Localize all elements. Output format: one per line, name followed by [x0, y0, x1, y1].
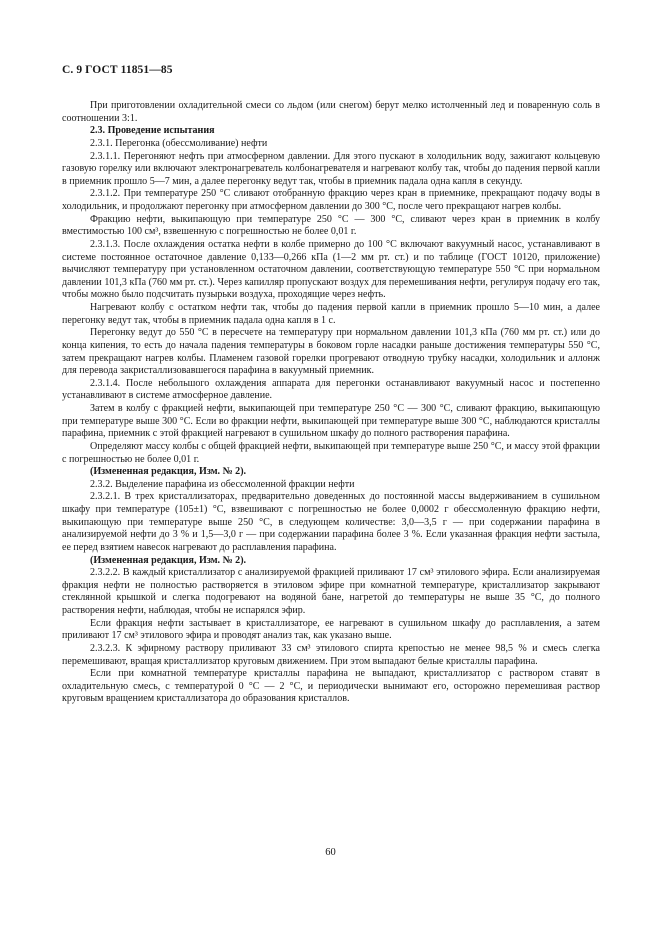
- page-number: 60: [325, 847, 336, 858]
- paragraph: 2.3.1. Перегонка (обессмоливание) нефти: [90, 137, 268, 149]
- section-heading: (Измененная редакция, Изм. № 2).: [90, 466, 247, 478]
- paragraph: Определяют массу колбы с общей фракцией нефти, выкипающей при температуре выше 250 °С, и массу этой фракции с погрешностью не более 0,01 г.: [62, 440, 600, 465]
- page-header: С. 9 ГОСТ 11851—85: [62, 64, 173, 76]
- paragraph: 2.3.1.2. При температуре 250 °С сливают отобранную фракцию через кран в приемнике, прекращают подачу воды в холодильник, и продолжают перегонку при атмосферном давлении до 300 °С, после чего прекращают нагрев колбы.: [62, 188, 600, 212]
- section-heading: 2.3. Проведение испытания: [90, 125, 215, 137]
- paragraph: При приготовлении охладительной смеси со льдом (или снегом) берут мелко истолченный лед и поваренную соль в соотношении 3:1.: [62, 100, 600, 124]
- paragraph: 2.3.2. Выделение парафина из обессмоленной фракции нефти: [90, 478, 355, 490]
- paragraph: 2.3.1.3. После охлаждения остатка нефти в колбе примерно до 100 °С включают вакуумный насос, устанавливают в системе постоянное остаточное давление 0,133—0,266 кПа (1—2 мм рт. ст.) и по таблице (ГОСТ 10120, приложение) вычисляют температуру при установленном остаточном давлении, соответствующую температуре 550 °С при нормальном давлении 101,3 кПа (760 мм рт. ст.). Через капилляр пропускают воздух для перемешивания нефти, регулируя подачу его так, чтобы можно было подсчитать пузырьки воздуха, проходящие через нефть.: [62, 238, 600, 301]
- paragraph: 2.3.1.1. Перегоняют нефть при атмосферном давлении. Для этого пускают в холодильник воду, зажигают кольцевую газовую горелку или включают электронагреватель колбонагревателя и нагревают колбу так, чтобы до падения первой капли в приемник прошло 5—7 мин, а далее перегонку ведут так, чтобы в приемник падала одна капля в секунду.: [62, 150, 600, 187]
- section-heading: (Измененная редакция, Изм. № 2).: [90, 554, 247, 566]
- paragraph: 2.3.2.1. В трех кристаллизаторах, предварительно доведенных до постоянной массы выдерживанием в сушильном шкафу при температуре (105±1) °С, взвешивают с погрешностью не более 0,0002 г обессмоленную фракцию нефти, выкипающую при температуре выше 250 °С, в следующем количестве: 3,0—3,5 г — при содержании парафина в анализируемой нефти до 3 % и 1,5—3,0 г — при содержании парафина более 3 %. Если указанная фракция нефти застыла, ее перед взятием навесок нагревают до расплавления парафина.: [62, 491, 600, 553]
- paragraph: Фракцию нефти, выкипающую при температуре 250 °С — 300 °С, сливают через кран в приемник в колбу вместимостью 100 см³, взвешенную с погрешностью не более 0,01 г.: [62, 213, 600, 238]
- paragraph: Если при комнатной температуре кристаллы парафина не выпадают, кристаллизатор с раствором ставят в охладительную смесь, с температурой 0 °С — 2 °С, и периодически вынимают его, осторожно перемешивая раствор круговым вращением кристаллизатора до образования кристаллов.: [62, 668, 600, 705]
- paragraph: Перегонку ведут до 550 °С в пересчете на температуру при нормальном давлении 101,3 кПа (760 мм рт. ст.) или до конца кипения, то есть до начала падения температуры в боковом горле насадки раньше достижения температуры 550 °С, затем прекращают нагрев колбы. Пламенем газовой горелки прогревают отводную трубку насадки, холодильник и аллонж для перевода закристаллизовавшегося парафина в вакуумный приемник.: [62, 327, 600, 377]
- paragraph: 2.3.2.3. К эфирному раствору приливают 33 см³ этилового спирта крепостью не менее 98,5 % и смесь слегка перемешивают, вращая кристаллизатор круговым движением. При этом выпадают белые кристаллы парафина.: [62, 642, 600, 667]
- paragraph: Если фракция нефти застывает в кристаллизаторе, ее нагревают в сушильном шкафу до расплавления, а затем приливают 17 см³ этилового эфира и проводят анализ так, как указано выше.: [62, 617, 600, 642]
- paragraph: Нагревают колбу с остатком нефти так, чтобы до падения первой капли в приемник прошло 5—10 мин, а далее перегонку ведут так, чтобы в приемник падала одна капля в 1 с.: [62, 302, 600, 326]
- paragraph: Затем в колбу с фракцией нефти, выкипающей при температуре 250 °С — 300 °С, сливают фракцию, выкипающую при температуре выше 300 °С. Если во фракции нефти, выкипающей при температуре выше 300 °С, наблюдаются кристаллы парафина, приемник с этой фракцией нагревают в сушильном шкафу до полного растворения парафина.: [62, 403, 600, 440]
- paragraph: 2.3.1.4. После небольшого охлаждения аппарата для перегонки останавливают вакуумный насос и постепенно устанавливают в системе атмосферное давление.: [62, 377, 600, 402]
- document-body: [62, 100, 600, 706]
- paragraph: 2.3.2.2. В каждый кристаллизатор с анализируемой фракцией приливают 17 см³ этилового эфира. Если анализируемая фракция нефти не полностью растворяется в этиловом эфире при комнатной температуре, кристаллизатор закрывают стеклянной крышкой и слегка подогревают на водяной бане, нагретой до температуры не выше 35 °С, до полного растворения нефти, наблюдая, чтобы не испарялся эфир.: [62, 567, 600, 616]
